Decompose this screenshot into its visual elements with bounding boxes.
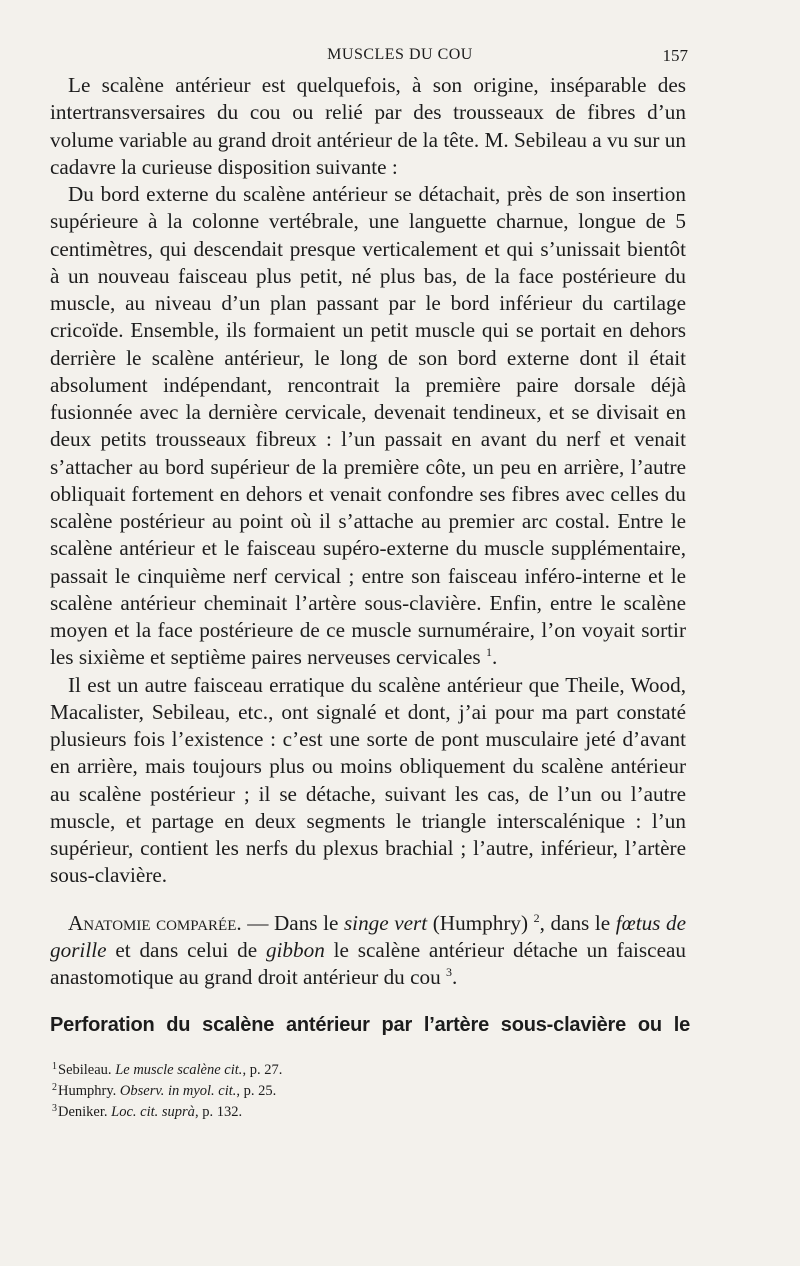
- footnote-2: [52, 1081, 692, 1102]
- footnote-1-author: Sebileau.: [58, 1062, 116, 1078]
- paragraph-2: Du bord externe du scalène antérieur se détachait, près de son insertion supérieure à la colonne vertébrale, une languette charnue, longue de 5 centimètres, qui descendait presque verticalement et qui s’unissait bientôt à un nouveau faisceau plus petit, né plus bas, de la face postérieure du muscle, au niveau d’un plan passant par le bord inférieur du cartilage cricoïde. Ensemble, ils formaient un petit muscle qui se portait en dehors derrière le scalène antérieur, le long de son bord externe dont il était absolument indépendant, rencontrait la première paire dorsale déjà fusionnée avec la dernière cervicale, devenait tendineux, et se divisait en deux petits trousseaux fibreux : l’un passait en avant du nerf et venait s’attacher au bord supérieur de la première côte, un peu en arrière, l’autre obliquait fortement en dehors et venait confondre ses fibres avec celles du scalène postérieur au point où il s’attache au premier arc costal. Entre le scalène antérieur et le faisceau supéro-externe du muscle supplémentaire, passait le cinquième nerf cervical ; entre son faisceau inféro-interne et le scalène antérieur cheminait l’artère sous-clavière. Enfin, entre le scalène moyen et la face postérieure de ce muscle surnuméraire, l’on voyait sortir les sixième et septième paires nerveuses cervicales $^1$.: [50, 182, 686, 670]
- footnote-ref-2: 2: [533, 910, 540, 925]
- footnote-3-title: Loc. cit. suprà: [111, 1104, 195, 1120]
- paragraph-1-text: Le scalène antérieur est quelquefois, à son origine, inséparable des intertransversaires du cou ou relié par des trousseaux de fibres d’un volume variable au grand droit antérieur de la tête. M. Sebileau a vu sur un cadavre la curieuse disposition suivante :: [50, 73, 686, 179]
- footnote-ref-1: 1: [485, 645, 492, 660]
- section-subheading: Perforation du scalène antérieur par l’artère sous-clavière ou le: [50, 1014, 690, 1036]
- comparative-text-1: — Dans le: [241, 910, 344, 935]
- footnote-3-rest: , p. 132.: [194, 1104, 243, 1120]
- paragraph-3-text: Il est un autre faisceau erratique du scalène antérieur que Theile, Wood, Macalister, Sebileau, etc., ont signalé et dont, j’ai pour ma part constaté plusieurs fois l’existence : c’est une sorte de pont musculaire jeté d’avant en arrière, mais toujours plus ou moins obliquement du scalène antérieur au scalène postérieur ; il se détache, suivant les cas, de l’un ou l’autre muscle, et partage en deux segments le triangle interscalénique : l’un supérieur, contient les nerfs du plexus brachial ; l’autre, inférieur, l’artère sous-clavière.: [50, 672, 686, 888]
- footnotes: [52, 1060, 692, 1123]
- comparative-text-5: le scalène antérieur détache un faisceau anastomotique au grand droit antérieur du cou: [50, 937, 686, 989]
- page-number: 157: [662, 46, 688, 65]
- body-text: [50, 72, 686, 991]
- running-title: MUSCLES DU COU: [327, 46, 473, 63]
- comparative-text-4: et dans celui de: [106, 937, 266, 962]
- comparative-anatomy-label: Anatomie comparée.: [68, 910, 242, 935]
- species-gibbon: gibbon: [265, 937, 325, 962]
- footnote-3: [52, 1102, 692, 1123]
- footnote-1-rest: , p. 27.: [242, 1062, 283, 1078]
- footnote-3-author: Deniker.: [58, 1104, 112, 1120]
- page-header: [0, 40, 800, 70]
- species-foetus-gorille: fœtus de gorille: [50, 910, 686, 962]
- comparative-text-2: (Humphry): [427, 910, 534, 935]
- footnote-2-mark: 2: [52, 1082, 57, 1093]
- comparative-text-3: , dans le: [539, 910, 616, 935]
- paragraph-2-text: Du bord externe du scalène antérieur se détachait, près de son insertion supérieure à la colonne vertébrale, une languette charnue, longue de 5 centimètres, qui descendait presque verticalement et qui s’unissait bientôt à un nouveau faisceau plus petit, né plus bas, de la face postérieure du muscle, au niveau d’un plan passant par le bord inférieur du cartilage cricoïde. Ensemble, ils formaient un petit muscle qui se portait en dehors derrière le scalène antérieur, le long de son bord externe dont il était absolument indépendant, rencontrait la première paire dorsale déjà fusionnée avec la dernière cervicale, devenait tendineux, et se divisait en deux petits trousseaux fibreux : l’un passait en avant du nerf et venait s’attacher au bord supérieur de la première côte, un peu en arrière, l’autre obliquait fortement en dehors et venait confondre ses fibres avec celles du scalène postérieur au point où il s’attache au premier arc costal. Entre le scalène antérieur et le faisceau supéro-externe du muscle supplémentaire, passait le cinquième nerf cervical ; entre son faisceau inféro-interne et le scalène antérieur cheminait l’artère sous-clavière. Enfin, entre le scalène moyen et la face postérieure de ce muscle surnuméraire, l’on voyait sortir les sixième et septième paires nerveuses cervicales: [50, 182, 686, 670]
- footnote-2-rest: , p. 25.: [236, 1083, 277, 1099]
- footnote-ref-3: 3: [445, 965, 452, 979]
- paragraph-3: [50, 672, 686, 890]
- footnote-2-title: Observ. in myol. cit.: [119, 1083, 237, 1099]
- footnote-1-mark: 1: [52, 1061, 57, 1072]
- footnote-1-title: Le muscle scalène cit.: [115, 1062, 243, 1078]
- comparative-text-6: .: [451, 965, 458, 989]
- comparative-anatomy-paragraph: [50, 910, 686, 992]
- footnote-2-author: Humphry.: [58, 1083, 120, 1099]
- footnote-1: [52, 1060, 692, 1081]
- species-singe-vert: singe vert: [343, 910, 428, 935]
- paragraph-1: [50, 72, 686, 181]
- footnote-3-mark: 3: [52, 1103, 57, 1114]
